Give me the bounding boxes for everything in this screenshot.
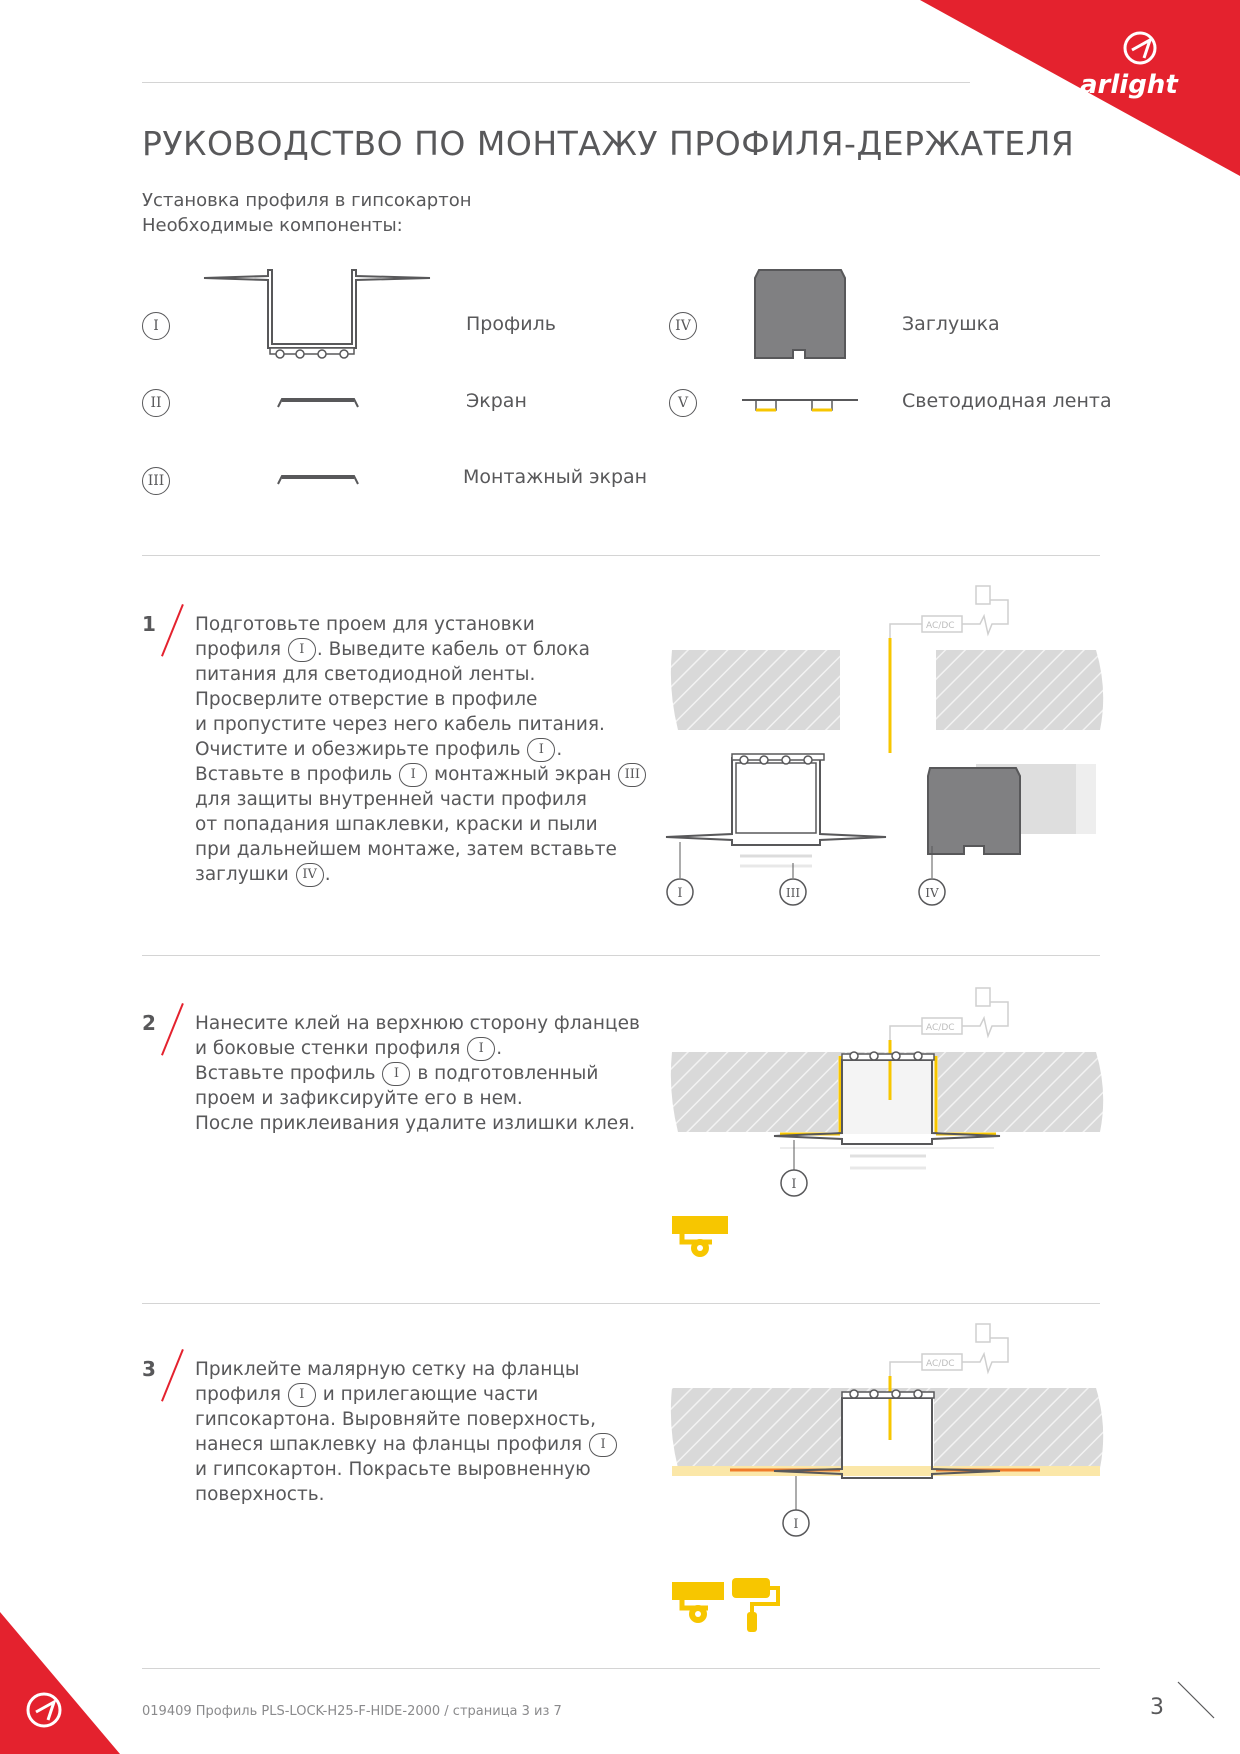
numeral-badge-ii: II	[142, 389, 170, 417]
end-cap-icon	[753, 268, 847, 360]
step3-line: профиля	[195, 1384, 281, 1405]
step3-diagram	[660, 1320, 1110, 1655]
subtitle-line2: Необходимые компоненты:	[142, 215, 403, 236]
subtitle-line1: Установка профиля в гипсокартон	[142, 190, 472, 211]
step3-line: нанеся шпаклевку на фланцы профиля	[195, 1434, 583, 1455]
profile-icon	[202, 268, 432, 360]
footer-rule	[142, 1668, 1100, 1669]
brand-corner-bottom	[0, 1612, 120, 1754]
step1-line: монтажный экран	[434, 764, 612, 785]
step2-line: Вставьте профиль	[195, 1063, 376, 1084]
step3-line: Приклейте малярную сетку на фланцы	[195, 1359, 580, 1380]
numeral-badge-v: V	[669, 389, 697, 417]
numeral-badge-i: I	[527, 738, 555, 762]
brand-logo[interactable]: arlight	[1080, 70, 1178, 100]
step1-slash	[161, 604, 184, 657]
step2-number: 2	[142, 1011, 156, 1035]
step1-line: питания для светодиодной ленты.	[195, 664, 536, 685]
step1-line: заглушки	[195, 864, 289, 885]
step2-text	[195, 1011, 640, 1136]
numeral-badge-iii: III	[618, 763, 646, 787]
page-number: 3	[1150, 1695, 1164, 1720]
numeral-badge-i: I	[288, 638, 316, 662]
step2-slash	[161, 1003, 184, 1056]
acdc-label: AC/DC	[926, 1023, 955, 1033]
component-label-led-strip: Светодиодная лента	[902, 390, 1112, 412]
step1-line: Подготовьте проем для установки	[195, 614, 535, 635]
step2-line: и боковые стенки профиля	[195, 1038, 461, 1059]
divider-1	[142, 555, 1100, 556]
numeral-badge-iv: IV	[296, 863, 324, 887]
footer-text: 019409 Профиль PLS-LOCK-H25-F-HIDE-2000 / страница 3 из 7	[142, 1704, 562, 1719]
screen-icon	[276, 395, 360, 411]
led-strip-icon	[740, 396, 860, 416]
component-label-profile: Профиль	[466, 313, 556, 335]
step3-line: и прилегающие части	[322, 1384, 539, 1405]
step1-line: Вставьте в профиль	[195, 764, 393, 785]
step3-text	[195, 1357, 618, 1507]
step1-line: Очистите и обезжирьте профиль	[195, 739, 521, 760]
step2-line: После приклеивания удалите излишки клея.	[195, 1113, 636, 1134]
component-label-screen: Экран	[466, 390, 527, 412]
step1-line: Просверлите отверстие в профиле	[195, 689, 538, 710]
numeral-badge-i: I	[382, 1062, 410, 1086]
fig-numeral-iii: III	[785, 886, 801, 900]
numeral-badge-i: I	[142, 312, 170, 340]
step2-diagram	[660, 980, 1110, 1260]
fig-numeral-i: I	[677, 886, 683, 901]
component-label-mounting-screen: Монтажный экран	[463, 466, 648, 488]
numeral-badge-iv: IV	[669, 312, 697, 340]
step3-slash	[161, 1349, 184, 1402]
step2-line: в подготовленный	[417, 1063, 599, 1084]
numeral-badge-iii: III	[142, 467, 170, 495]
step1-diagram	[660, 578, 1110, 908]
acdc-label: AC/DC	[926, 1359, 955, 1369]
step3-number: 3	[142, 1357, 156, 1381]
step1-line: и пропустите через него кабель питания.	[195, 714, 605, 735]
step1-text	[195, 612, 647, 887]
page-title: РУКОВОДСТВО ПО МОНТАЖУ ПРОФИЛЯ-ДЕРЖАТЕЛЯ	[142, 124, 1075, 163]
step3-line: поверхность.	[195, 1484, 325, 1505]
step1-line: при дальнейшем монтаже, затем вставьте	[195, 839, 617, 860]
top-rule	[142, 82, 970, 83]
numeral-badge-i: I	[399, 763, 427, 787]
step1-number: 1	[142, 612, 156, 636]
fig-numeral-i: I	[793, 1517, 799, 1532]
numeral-badge-i: I	[589, 1433, 617, 1457]
punct: .	[556, 739, 563, 760]
punct: .	[324, 864, 331, 885]
step3-line: гипсокартона. Выровняйте поверхность,	[195, 1409, 596, 1430]
step1-line: для защиты внутренней части профиля	[195, 789, 587, 810]
step1-line: . Выведите кабель от блока	[316, 639, 590, 660]
step1-line: профиля	[195, 639, 281, 660]
mounting-screen-icon	[276, 472, 360, 488]
divider-2	[142, 955, 1100, 956]
step2-line: проем и зафиксируйте его в нем.	[195, 1088, 523, 1109]
divider-3	[142, 1303, 1100, 1304]
page-corner-mark	[1176, 1680, 1216, 1720]
acdc-label: AC/DC	[926, 621, 955, 631]
step3-line: и гипсокартон. Покрасьте выровненную	[195, 1459, 591, 1480]
component-label-end-cap: Заглушка	[902, 313, 1000, 335]
fig-numeral-i: I	[791, 1177, 797, 1192]
numeral-badge-i: I	[467, 1037, 495, 1061]
fig-numeral-iv: IV	[925, 886, 939, 900]
punct: .	[496, 1038, 503, 1059]
step2-line: Нанесите клей на верхнюю сторону фланцев	[195, 1013, 640, 1034]
step1-line: от попадания шпаклевки, краски и пыли	[195, 814, 598, 835]
numeral-badge-i: I	[288, 1383, 316, 1407]
